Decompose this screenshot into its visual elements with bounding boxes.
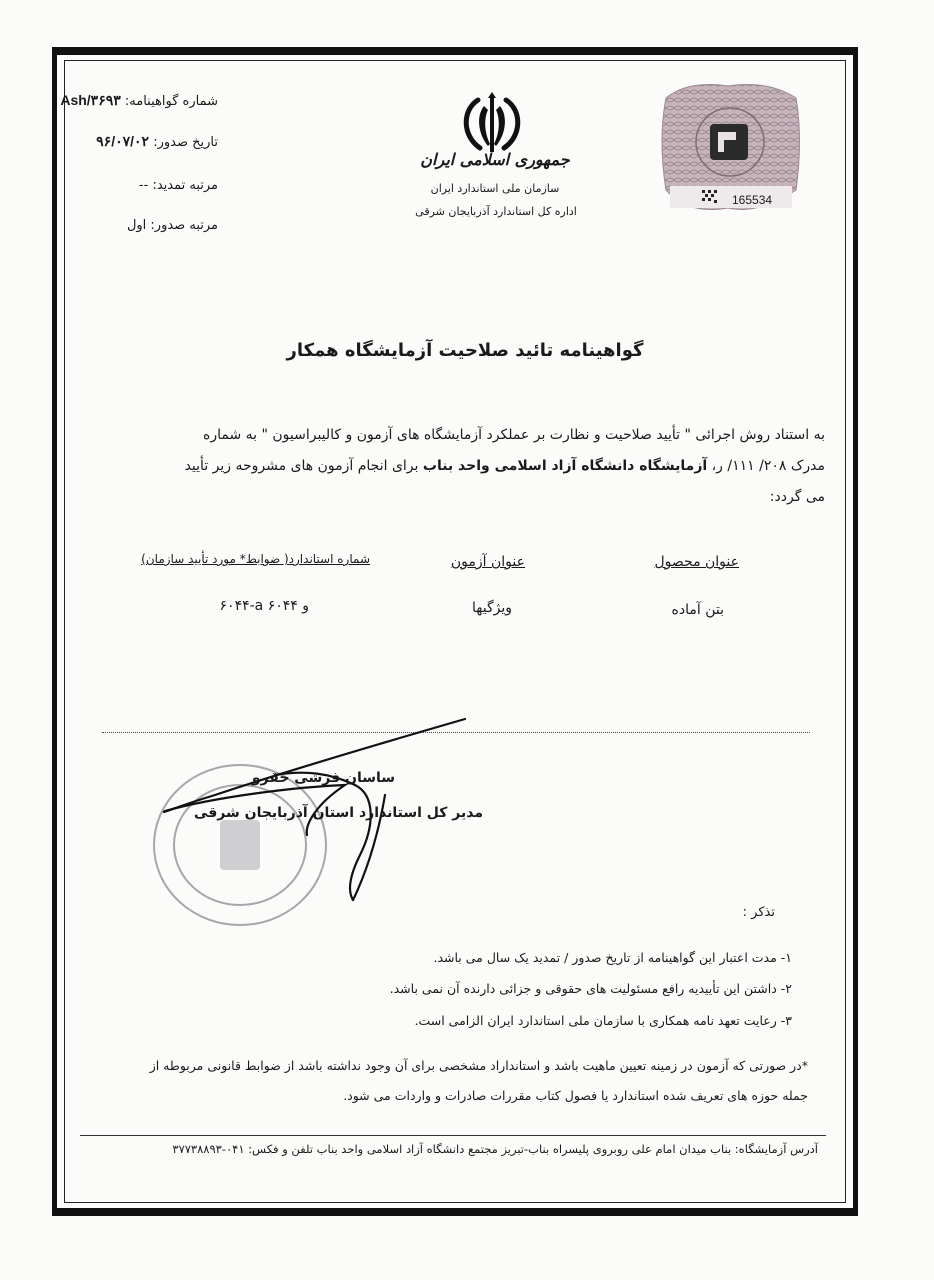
body-paragraph	[100, 420, 825, 513]
renewal-label: مرتبه تمدید:	[152, 178, 218, 193]
body-line-2	[100, 451, 825, 482]
org-department: اداره کل استاندارد آذربایجان شرقی	[415, 205, 577, 218]
hologram-serial: 165534	[732, 193, 773, 207]
issue-date-label: تاریخ صدور:	[153, 135, 218, 150]
cert-number: Ash/۳۶۹۳	[60, 92, 121, 108]
iran-emblem-icon	[458, 92, 526, 156]
cell-product: بتن آماده	[671, 602, 724, 618]
issue-date: ۹۶/۰۷/۰۲	[96, 133, 150, 149]
signatory-position: مدیر کل استاندارد استان آذربایجان شرقی	[193, 805, 483, 821]
note-item-1: ۱- مدت اعتبار این گواهینامه از تاریخ صدور / تمدید یک سال می باشد.	[433, 950, 792, 965]
body-line-2-pre: مدرک ۲۰۸/ ۱۱۱/ ر،	[707, 458, 825, 474]
cell-standard: ۶۰۴۴-a و ۶۰۴۴	[219, 598, 309, 614]
body-line-1: به استناد روش اجرائی " تأیید صلاحیت و نظارت بر عملکرد آزمایشگاه های آزمون و کالیبراسیون " به شماره	[202, 427, 825, 443]
notes-heading: تذکر :	[742, 905, 775, 920]
cert-number-row	[60, 92, 218, 109]
signatory-name: ساسان فرشی حقرو	[251, 770, 395, 786]
lab-address: آدرس آزمایشگاه: بناب میدان امام علی روبروی پلیسراه بناب-تبریز مجتمع دانشگاه آزاد اسلامی واحد بناب تلفن و فکس: ۰۴۱-۳۷۷۳۸۸۹۳	[172, 1142, 818, 1156]
header-product: عنوان محصول	[654, 554, 739, 570]
body-line-3: می گردد:	[769, 489, 825, 505]
footnote-line-2: جمله حوزه های تعریف شده استاندارد یا فصول کتاب مقررات صادرات و واردات می شود.	[343, 1088, 808, 1103]
footer-divider	[80, 1135, 826, 1136]
footnote-line-1: *در صورتی که آزمون در زمینه تعیین ماهیت باشد و استانداراد مشخصی برای آن وجود نداشته باشد از ضوابط قانونی مربوطه از	[149, 1058, 808, 1073]
renewal-value: --	[138, 178, 149, 193]
renewal-row	[139, 178, 218, 193]
hologram-seal	[658, 80, 803, 215]
header-standard: شماره استاندارد( ضوابط* مورد تأیید سازمان)	[141, 552, 370, 566]
note-item-2: ۲- داشتن این تأییدیه رافع مسئولیت های حقوقی و جزائی دارنده آن نمی باشد.	[389, 981, 792, 996]
issue-rank-row	[127, 218, 218, 233]
header-test: عنوان آزمون	[450, 554, 525, 570]
issue-rank-label: مرتبه صدور:	[150, 218, 218, 233]
cell-test: ویژگیها	[472, 600, 512, 616]
lab-name: آزمایشگاه دانشگاه آزاد اسلامی واحد بناب	[422, 458, 708, 474]
issue-date-row	[96, 133, 218, 150]
cert-number-label: شماره گواهینامه:	[124, 94, 218, 109]
org-name: سازمان ملی استاندارد ایران	[430, 182, 560, 195]
note-item-3: ۳- رعایت تعهد نامه همکاری با سازمان ملی استاندارد ایران الزامی است.	[414, 1013, 792, 1028]
page-title: گواهینامه تائید صلاحیت آزمایشگاه همکار	[286, 340, 644, 361]
country-name: جمهوری اسلامی ایران	[420, 150, 570, 169]
issue-rank-value: اول	[126, 218, 147, 233]
body-line-2-post: برای انجام آزمون های مشروحه زیر تأیید	[184, 458, 423, 474]
